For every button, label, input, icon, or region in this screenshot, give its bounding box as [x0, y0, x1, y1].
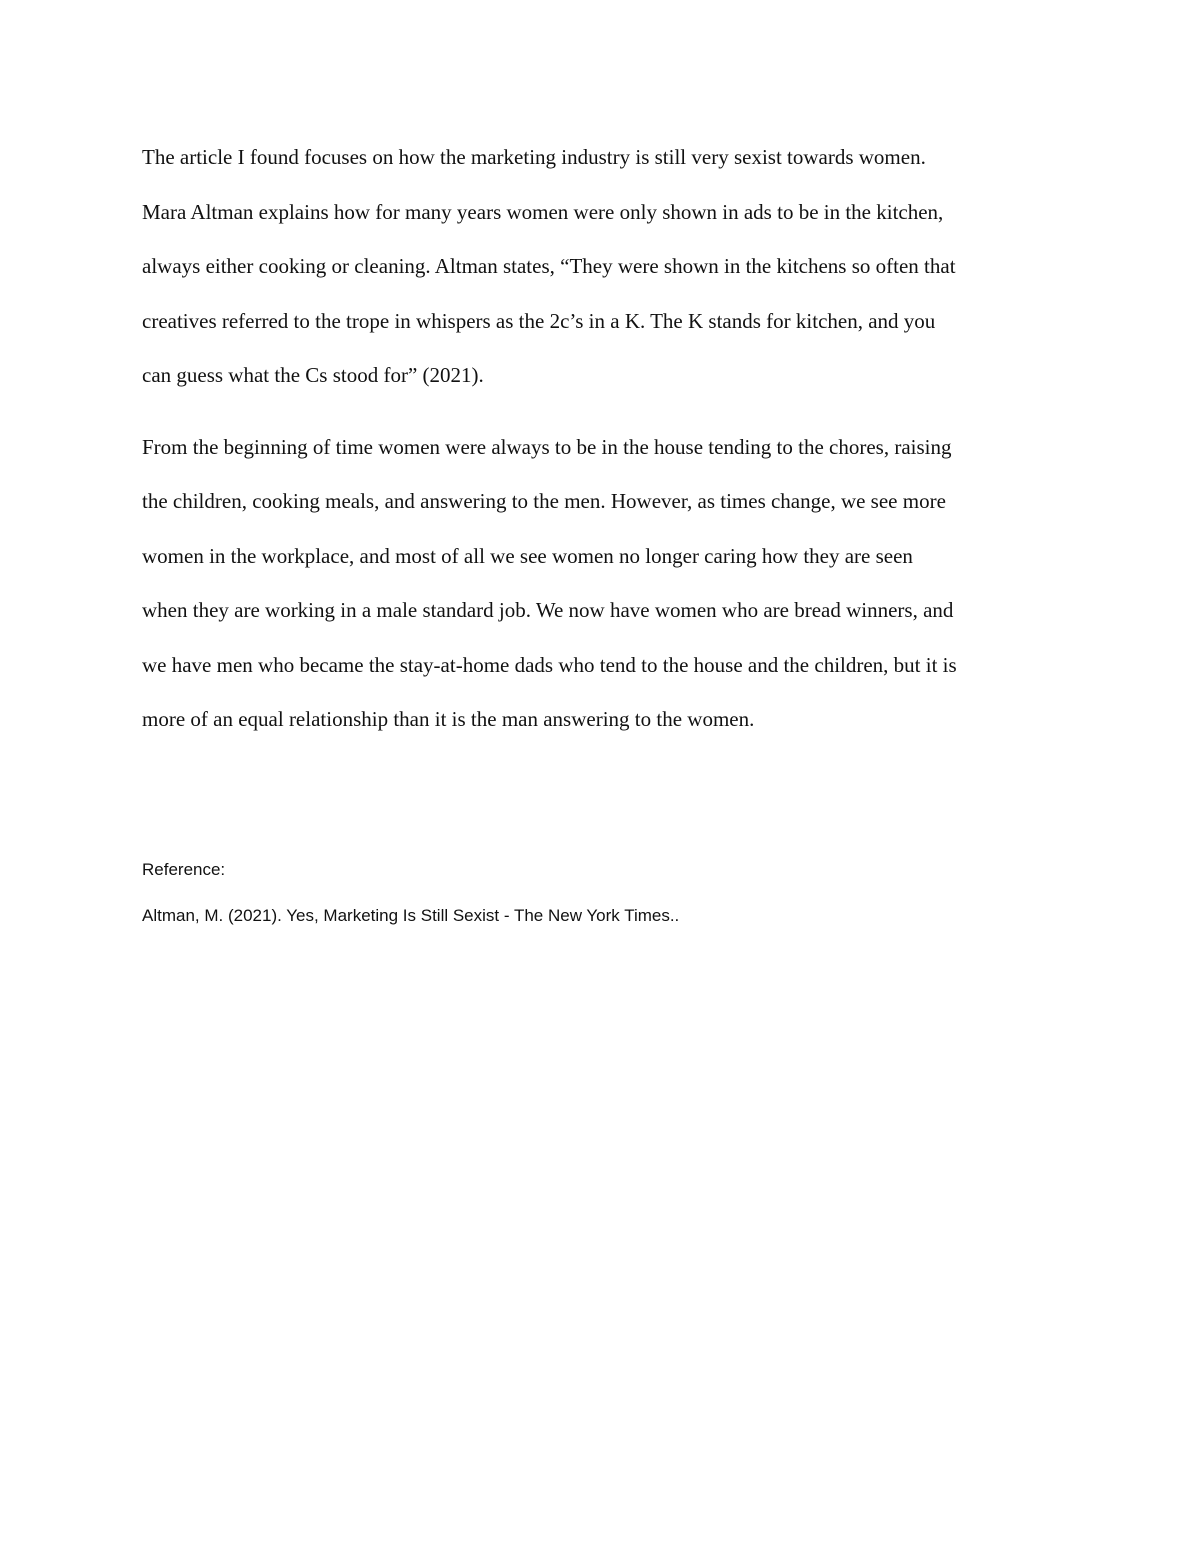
paragraph-2: [142, 420, 1072, 747]
paragraph-line: women in the workplace, and most of all we see women no longer caring how they are seen: [142, 543, 913, 568]
paragraph-1: [142, 130, 1072, 403]
reference-section: [142, 856, 1072, 930]
paragraph-line: The article I found focuses on how the marketing industry is still very sexist towards women.: [142, 145, 926, 169]
paragraph-line: more of an equal relationship than it is the man answering to the women.: [142, 707, 755, 731]
paragraph-line: when they are working in a male standard job. We now have women who are bread winners, and: [142, 598, 954, 622]
essay-body: [142, 130, 1072, 747]
paragraph-spacer: [142, 403, 1072, 420]
paragraph-line: Mara Altman explains how for many years women were only shown in ads to be in the kitchen,: [142, 199, 944, 224]
paragraph-line: we have men who became the stay-at-home dads who tend to the house and the children, but it is: [142, 652, 957, 677]
reference-entry: Altman, M. (2021). Yes, Marketing Is Still Sexist - The New York Times..: [142, 906, 680, 925]
paragraph-line: can guess what the Cs stood for” (2021).: [142, 363, 484, 387]
paragraph-line: always either cooking or cleaning. Altman states, “They were shown in the kitchens so often that: [142, 254, 956, 278]
reference-heading: Reference:: [142, 860, 226, 879]
paragraph-line: From the beginning of time women were always to be in the house tending to the chores, raising: [142, 434, 952, 459]
paragraph-line: the children, cooking meals, and answering to the men. However, as times change, we see more: [142, 489, 946, 513]
paragraph-line: creatives referred to the trope in whispers as the 2c’s in a K. The K stands for kitchen, and you: [142, 308, 936, 333]
